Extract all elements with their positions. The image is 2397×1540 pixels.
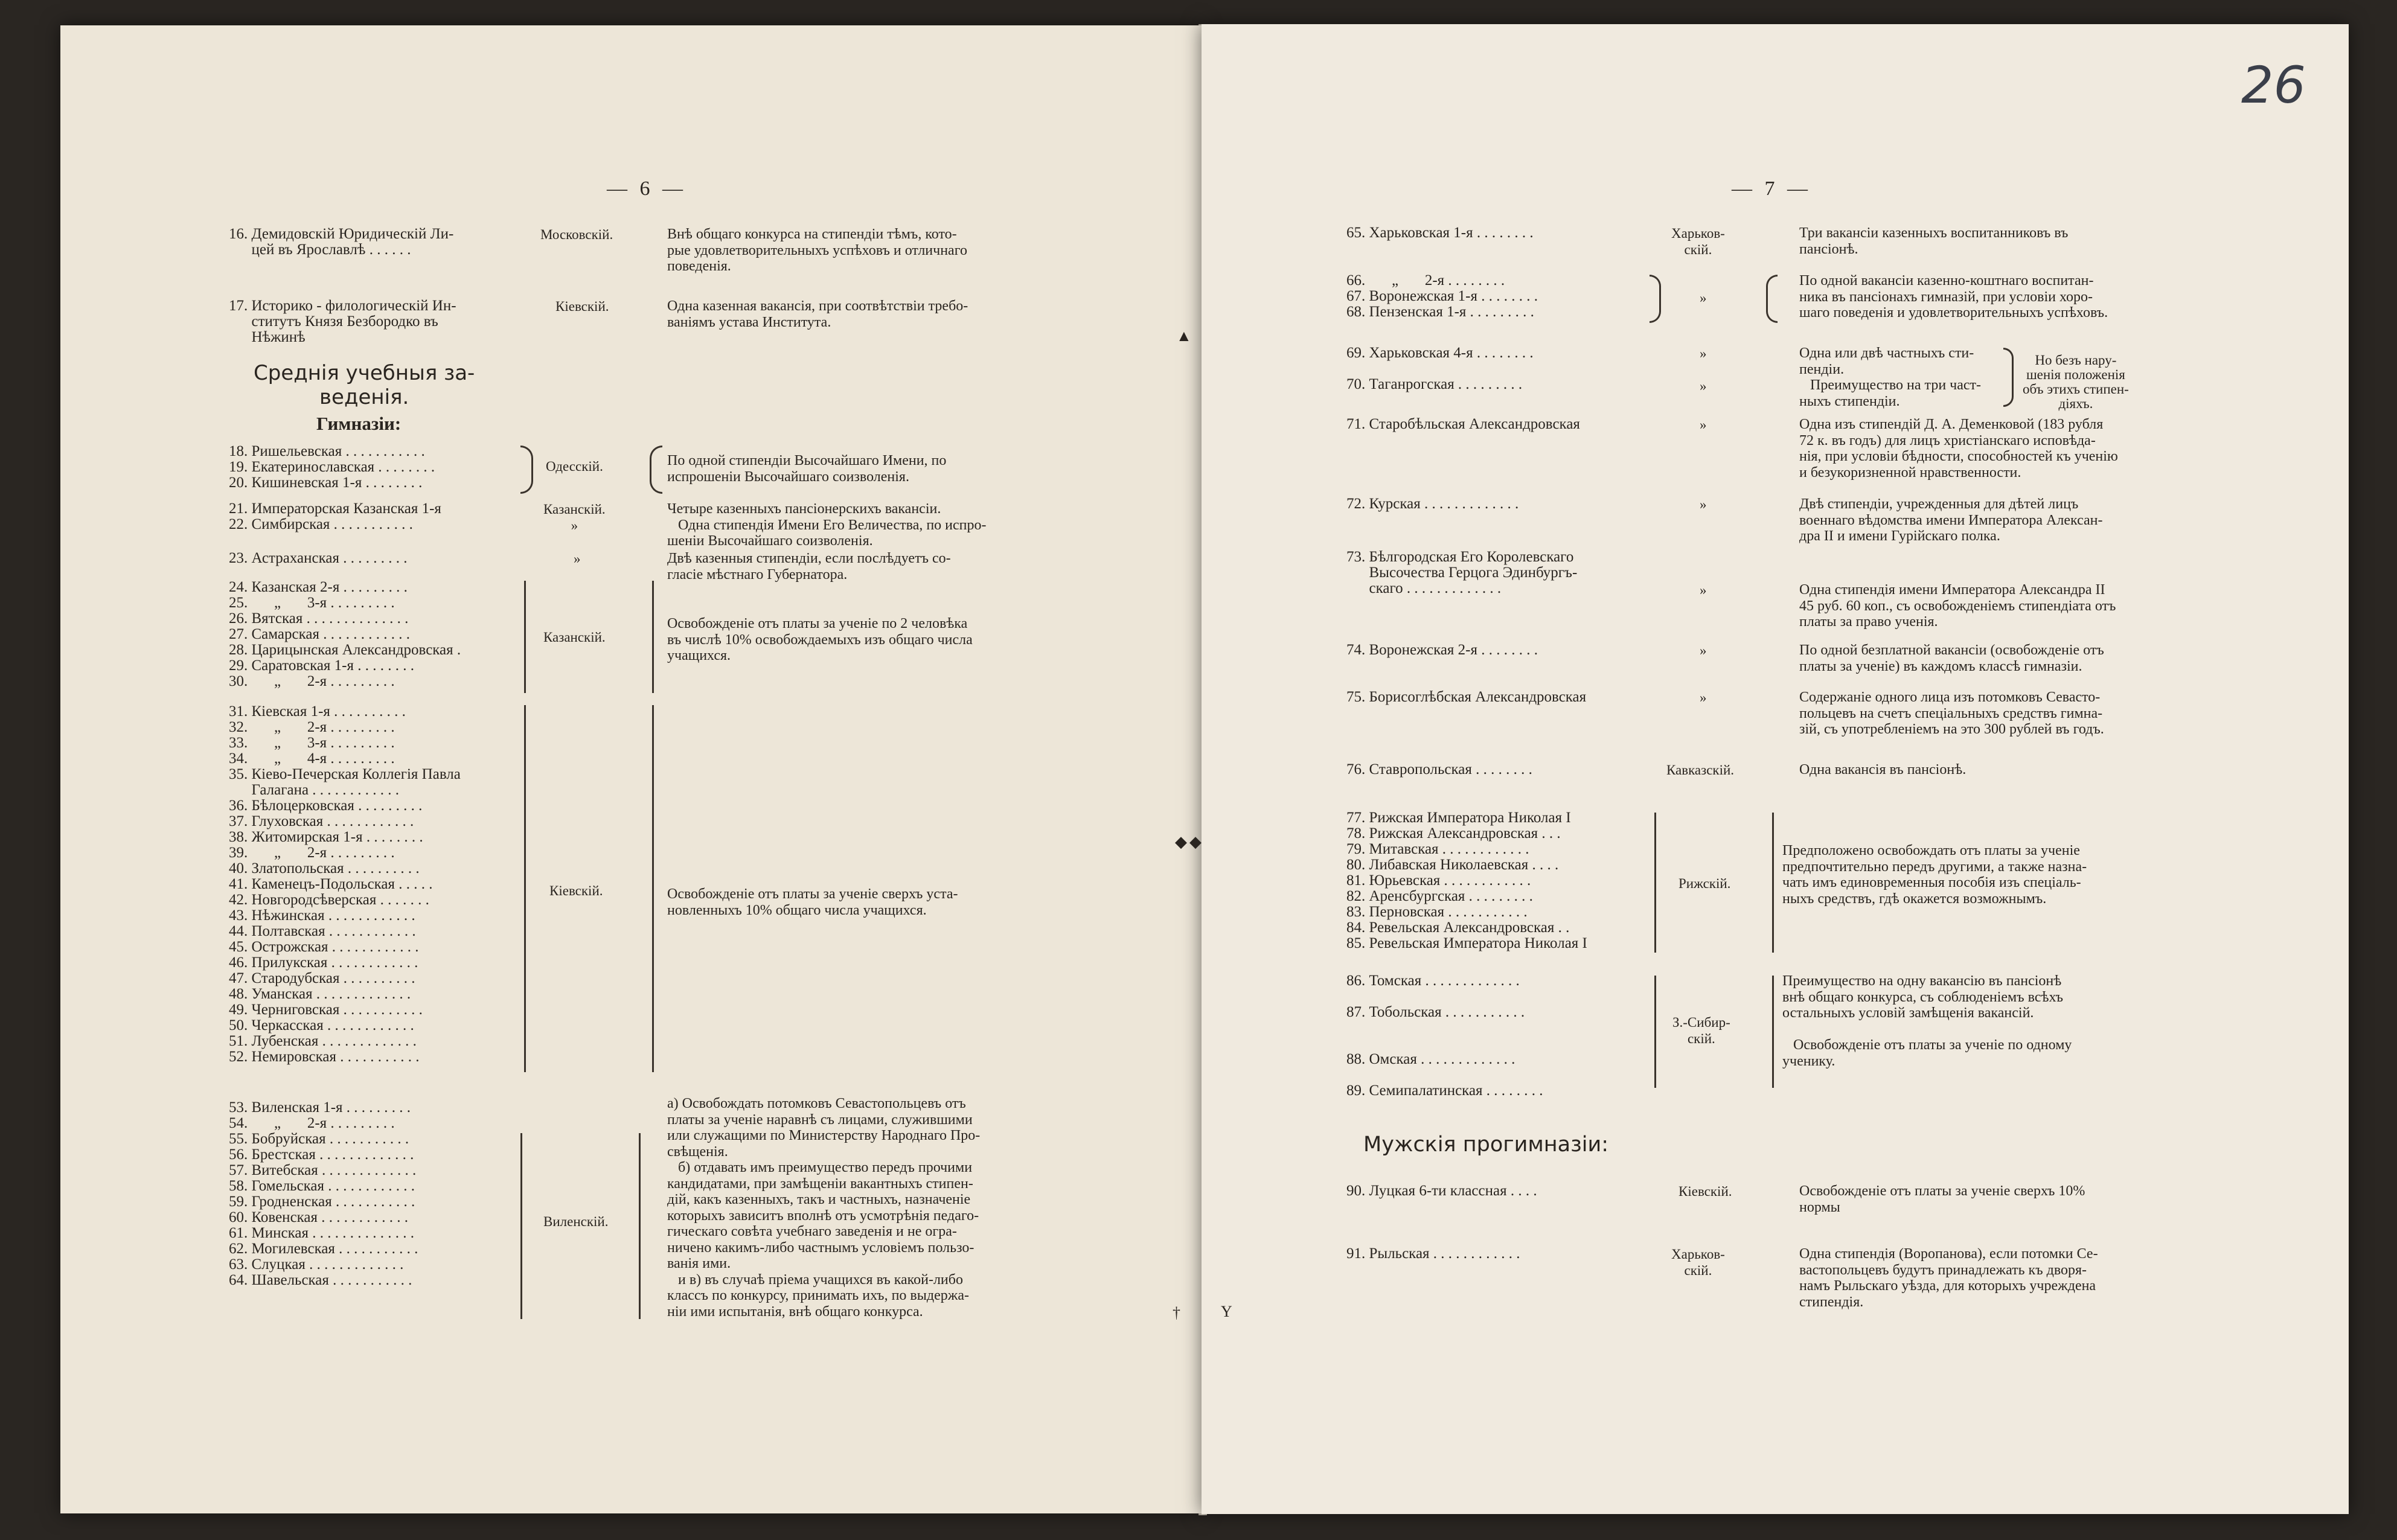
list-item: 69. Харьковская 4-я . . . . . . . . 70. Таганрогская . . . . . . . . . xyxy=(1346,345,1534,392)
brace xyxy=(1654,976,1656,1088)
brace xyxy=(652,581,654,693)
district-label: » » xyxy=(1700,346,1707,394)
list-item: 17. Историко - филологическій Ин- ститутъ Князя Безбородко въ Нѣжинѣ xyxy=(229,298,456,345)
description: Одна стипендія имени Императора Александра II 45 руб. 60 коп., съ освобожденіемъ стипендіата отъ платы за право ученія. xyxy=(1799,582,2116,630)
description: Четыре казенныхъ пансіонерскихъ вакансіи. Одна стипендія Имени Его Величества, по испро- шеніи Высочайшаго соизволенія. xyxy=(667,501,987,549)
binding-mark: ▲ xyxy=(1176,327,1192,345)
district-label: З.-Сибир- скій. xyxy=(1672,1015,1730,1046)
district-label: » xyxy=(1700,417,1707,432)
brace xyxy=(652,705,654,1072)
list-item: 24. Казанская 2-я . . . . . . . . . 25. „ 3-я . . . . . . . . . 26. Вятская . . . . . . . . . . . . . . 27. Самарская . . . . . . . . . . . . 28. Царицынская Александровская . 29. Саратовская 1-я . . . . . . . . 30. „ 2-я . . . . . . . . . xyxy=(229,579,461,689)
description-note: Но безъ нару- шенія положенія объ этихъ стипен- діяхъ. xyxy=(2023,353,2129,411)
district-label: » xyxy=(574,551,581,566)
page-number: — 6 — xyxy=(607,177,686,200)
brace xyxy=(1772,976,1774,1088)
list-item: 90. Луцкая 6-ти классная . . . . xyxy=(1346,1183,1537,1199)
list-item: 31. Кіевская 1-я . . . . . . . . . . 32. „ 2-я . . . . . . . . . 33. „ 3-я . . . . . . . . . 34. „ 4-я . . . . . . . . . 35. Кіево-Печерская Коллегія Павла Галагана . . . . . . . . . . . . 36. Бѣлоцерковская . . . . . . . . . 37. Глуховская . . . . . . . . . . . . 38. Житомирская 1-я . . . . . . . . 39. „ 2-я . . . . . . . . . 40. Златопольская . . . . . . . . . . 41. Каменецъ-Подольская . . . . . 42. Новгородсѣверская . . . . . . . 43. Нѣжинская . . . . . . . . . . . . 44. Полтавская . . . . . . . . . . . . 45. Острожская . . . . . . . . . . . . 46. Прилукская . . . . . . . . . . . . 47. Стародубская . . . . . . . . . . 48. Уманская . . . . . . . . . . . . . 49. Черниговская . . . . . . . . . . . 50. Черкасская . . . . . . . . . . . . 51. Лубенская . . . . . . . . . . . . . 52. Немировская . . . . . . . . . . . xyxy=(229,703,461,1065)
description: Предположено освобождать отъ платы за ученіе предпочтительно передъ другими, а также назна- чать имъ единовременныя пособія изъ спеціаль- ныхъ средствъ, гдѣ окажется возможнымъ. xyxy=(1782,843,2087,907)
description: Двѣ казенныя стипендіи, если послѣдуетъ со- гласіе мѣстнаго Губернатора. xyxy=(667,551,951,583)
description: По одной безплатной вакансіи (освобожденіе отъ платы за ученіе) въ каждомъ классѣ гимназіи. xyxy=(1799,642,2104,674)
left-page xyxy=(60,25,1202,1513)
district-label: Виленскій. xyxy=(543,1214,609,1229)
list-item: 86. Томская . . . . . . . . . . . . . 87. Тобольская . . . . . . . . . . . 88. Омская . . . . . . . . . . . . . 89. Семипалатинская . . . . . . . . xyxy=(1346,973,1543,1099)
list-item: 53. Виленская 1-я . . . . . . . . . 54. „ 2-я . . . . . . . . . 55. Бобруйская . . . . . . . . . . . 56. Брестская . . . . . . . . . . . . . 57. Витебская . . . . . . . . . . . . . 58. Гомельская . . . . . . . . . . . . 59. Гродненская . . . . . . . . . . . 60. Ковенская . . . . . . . . . . . . 61. Минская . . . . . . . . . . . . . . 62. Могилевская . . . . . . . . . . . 63. Слуцкая . . . . . . . . . . . . . 64. Шавельская . . . . . . . . . . . xyxy=(229,1099,418,1288)
description: Содержаніе одного лица изъ потомковъ Севасто- польцевъ на счетъ спеціальныхъ средствъ гимна- зій, съ употребленіемъ на это 300 рублей въ годъ. xyxy=(1799,689,2104,737)
district-label: Харьков- скій. xyxy=(1671,226,1725,257)
brace xyxy=(639,1133,641,1319)
binding-mark: † xyxy=(1173,1304,1180,1321)
list-item: 74. Воронежская 2-я . . . . . . . . xyxy=(1346,642,1538,658)
brace xyxy=(520,446,533,494)
brace xyxy=(1654,813,1656,953)
description: Одна стипендія (Воропанова), если потомки Се- вастопольцевъ будутъ принадлежать къ дворя- намъ Рыльскаго уѣзда, для которыхъ учреждена стипендія. xyxy=(1799,1246,2098,1310)
brace xyxy=(524,581,526,693)
description: Одна казенная вакансія, при соотвѣтствіи требо- ваніямъ устава Института. xyxy=(667,298,968,330)
list-item: 18. Ришельевская . . . . . . . . . . . 19. Екатеринославская . . . . . . . . 20. Кишиневская 1-я . . . . . . . . xyxy=(229,443,435,491)
district-label: Кіевскій. xyxy=(555,299,609,314)
page-number: — 7 — xyxy=(1732,177,1811,200)
description: Двѣ стипендіи, учрежденныя для дѣтей лицъ военнаго вѣдомства имени Императора Алексан- дра II и имени Гурійскаго полка. xyxy=(1799,496,2103,544)
district-label: Одесскій. xyxy=(546,459,603,474)
description: а) Освобождать потомковъ Севастопольцевъ отъ платы за ученіе наравнѣ съ лицами, служившими или служащими по Министерству Народнаго Про- свѣщенія. б) отдавать имъ преимущество передъ прочими кандидатами, при замѣщеніи вакантныхъ стипен- дій, какъ казенныхъ, такъ и частныхъ, назначеніе которыхъ зависитъ вполнѣ отъ усмотрѣнія педаго- гическаго совѣта учебнаго заведенія и не огра- ничено какимъ-либо частнымъ условіемъ пользо- ванія ими. и в) въ случаѣ пріема учащихся въ какой-либо классъ по конкурсу, принимать ихъ, по выдержа- ніи ими испытанія, внѣ общаго конкурса. xyxy=(667,1096,981,1320)
brace xyxy=(520,1133,522,1319)
description: По одной стипендіи Высочайшаго Имени, по испрошеніи Высочайшаго соизволенія. xyxy=(667,453,947,485)
list-item: 76. Ставропольская . . . . . . . . xyxy=(1346,761,1532,778)
district-label: Рижскій. xyxy=(1679,876,1731,891)
list-item: 21. Императорская Казанская 1-я 22. Симбирская . . . . . . . . . . . xyxy=(229,500,441,532)
brace xyxy=(1650,275,1661,323)
district-label: » xyxy=(1700,290,1707,305)
list-item: 91. Рыльская . . . . . . . . . . . . xyxy=(1346,1245,1520,1262)
description: Одна вакансія въ пансіонѣ. xyxy=(1799,762,1967,778)
binding-mark: ◆ xyxy=(1189,833,1202,851)
list-item: 65. Харьковская 1-я . . . . . . . . xyxy=(1346,225,1534,241)
district-label: » xyxy=(1700,497,1707,512)
brace xyxy=(1766,275,1778,323)
section-heading: Мужскія прогимназіи: xyxy=(1363,1133,1608,1157)
description: По одной вакансіи казенно-коштнаго воспитан- ника въ пансіонахъ гимназій, при условіи хоро- шаго поведенія и удовлетворительныхъ успѣховъ. xyxy=(1799,273,2108,321)
description: Одна изъ стипендій Д. А. Деменковой (183 рубля 72 к. въ годъ) для лицъ христіанскаго исповѣда- нія, при условіи бѣдности, способностей къ ученію и безукоризненной нравственности. xyxy=(1799,417,2118,481)
handwritten-folio: 26 xyxy=(2241,56,2306,115)
brace xyxy=(650,446,662,494)
district-label: Харьков- скій. xyxy=(1671,1247,1725,1278)
brace xyxy=(524,705,526,1072)
district-label: » xyxy=(1700,690,1707,705)
section-heading: Среднія учебныя за- веденія. xyxy=(254,361,475,409)
binding-mark: ◆ xyxy=(1175,833,1187,851)
subsection-heading: Гимназіи: xyxy=(316,413,402,434)
description: Освобожденіе отъ платы за ученіе сверхъ уста- новленныхъ 10% общаго числа учащихся. xyxy=(667,886,958,918)
district-label: Московскій. xyxy=(540,227,613,242)
list-item: 73. Бѣлгородская Его Королевскаго Высочества Герцога Эдинбургъ- скаго . . . . . . . . . . . . . xyxy=(1346,549,1578,596)
description: Освобожденіе отъ платы за ученіе по 2 человѣка въ числѣ 10% освобождаемыхъ изъ общаго числа учащихся. xyxy=(667,616,973,663)
binding-mark: Y xyxy=(1221,1303,1232,1320)
district-label: » xyxy=(1700,583,1707,598)
list-item: 77. Рижская Императора Николая I 78. Рижская Александровская . . . 79. Митавская . . . . . . . . . . . . 80. Либавская Николаевская . . . . 81. Юрьевская . . . . . . . . . . . . 82. Аренсбургская . . . . . . . . . 83. Перновская . . . . . . . . . . . 84. Ревельская Александровская . . 85. Ревельская Императора Николая I xyxy=(1346,810,1587,951)
district-label: Кіевскій. xyxy=(549,883,603,898)
list-item: 23. Астраханская . . . . . . . . . xyxy=(229,550,408,566)
district-label: Казанскій. » xyxy=(543,502,606,533)
list-item: 71. Старобѣльская Александровская xyxy=(1346,416,1580,432)
right-page xyxy=(1189,24,2349,1514)
district-label: Кіевскій. xyxy=(1679,1184,1732,1199)
district-label: Казанскій. xyxy=(543,630,606,645)
description: Внѣ общаго конкурса на стипендіи тѣмъ, кото- рые удовлетворительныхъ успѣховъ и отличнаго поведенія. xyxy=(667,226,967,274)
description: Одна или двѣ частныхъ сти- пендіи. Преимущество на три част- ныхъ стипендіи. xyxy=(1799,345,1982,409)
list-item: 16. Демидовскій Юридическій Ли- цей въ Ярославлѣ . . . . . . xyxy=(229,226,454,258)
description: Освобожденіе отъ платы за ученіе сверхъ 10% нормы xyxy=(1799,1183,2085,1215)
description: Преимущество на одну вакансію въ пансіонѣ внѣ общаго конкурса, съ соблюденіемъ всѣхъ остальныхъ условій замѣщенія вакансій. Освобожденіе отъ платы за ученіе по одному ученику. xyxy=(1782,973,2072,1069)
brace xyxy=(1772,813,1774,953)
list-item: 66. „ 2-я . . . . . . . . 67. Воронежская 1-я . . . . . . . . 68. Пензенская 1-я . . . . . . . . . xyxy=(1346,272,1538,320)
list-item: 72. Курская . . . . . . . . . . . . . xyxy=(1346,496,1519,512)
list-item: 75. Борисоглѣбская Александровская xyxy=(1346,689,1587,705)
brace xyxy=(2003,348,2014,407)
district-label: » xyxy=(1700,643,1707,658)
description: Три вакансіи казенныхъ воспитанниковъ въ пансіонѣ. xyxy=(1799,225,2069,257)
district-label: Кавказскій. xyxy=(1666,762,1735,778)
